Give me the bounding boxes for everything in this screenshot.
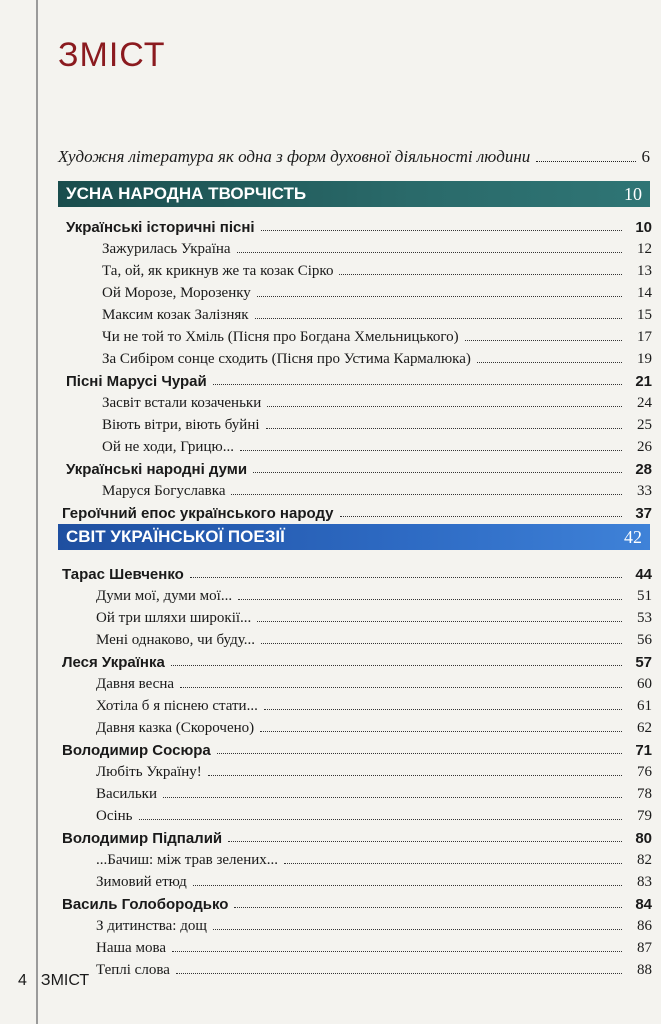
toc-page-number: 44 xyxy=(635,566,652,583)
dot-leader xyxy=(234,907,622,908)
toc-entry-title: Ой Морозе, Морозенку xyxy=(102,285,251,301)
toc-heading-entry[interactable] xyxy=(0,456,652,478)
dot-leader xyxy=(231,494,622,495)
toc-page-number: 80 xyxy=(635,830,652,847)
toc-entry-title: Василь Голобородько xyxy=(62,896,229,913)
toc-page-number: 15 xyxy=(637,307,652,323)
toc-page-number: 60 xyxy=(637,676,652,692)
toc-entry[interactable] xyxy=(0,781,652,803)
page-footer xyxy=(18,972,89,990)
toc-entry[interactable] xyxy=(0,478,652,500)
dot-leader xyxy=(213,929,622,930)
toc-entry-title: Наша мова xyxy=(96,940,166,956)
toc-entry-title: Героїчний епос українського народу xyxy=(62,505,334,522)
toc-entry[interactable] xyxy=(0,693,652,715)
toc-page-number: 88 xyxy=(637,962,652,978)
toc-entry-title: З дитинства: дощ xyxy=(96,918,207,934)
page-title: ЗМІСТ xyxy=(58,36,166,74)
section-title: СВІТ УКРАЇНСЬКОЇ ПОЕЗІЇ xyxy=(66,527,285,546)
toc-page-number: 12 xyxy=(637,241,652,257)
section-title: УСНА НАРОДНА ТВОРЧІСТЬ xyxy=(66,184,307,203)
toc-page-number: 26 xyxy=(637,439,652,455)
toc-entry[interactable] xyxy=(0,847,652,869)
dot-leader xyxy=(193,885,622,886)
toc-entry[interactable] xyxy=(0,236,652,258)
toc-entry[interactable] xyxy=(0,390,652,412)
toc-entry[interactable] xyxy=(0,671,652,693)
toc-entry-title: За Сибіром сонце сходить (Пісня про Устима Кармалюка) xyxy=(102,351,471,367)
dot-leader xyxy=(260,731,622,732)
toc-entry-title: Осінь xyxy=(96,808,133,824)
toc-entry[interactable] xyxy=(0,869,652,891)
toc-page-number: 19 xyxy=(637,351,652,367)
dot-leader xyxy=(340,516,622,517)
toc-entry-title: Васильки xyxy=(96,786,157,802)
toc-page-number: 6 xyxy=(641,147,650,166)
toc-entry[interactable] xyxy=(0,434,652,456)
toc-entry-title: Зимовий етюд xyxy=(96,874,187,890)
toc-page-number: 28 xyxy=(635,461,652,478)
toc-entry[interactable] xyxy=(0,759,652,781)
dot-leader xyxy=(267,406,622,407)
toc-page-number: 78 xyxy=(637,786,652,802)
dot-leader xyxy=(261,643,622,644)
toc-page-number: 14 xyxy=(637,285,652,301)
toc-entry[interactable] xyxy=(0,258,652,280)
toc-entry-title: Любіть Україну! xyxy=(96,764,202,780)
toc-entry[interactable] xyxy=(0,935,652,957)
toc-page-number: 87 xyxy=(637,940,652,956)
dot-leader xyxy=(255,318,622,319)
dot-leader xyxy=(253,472,622,473)
section-page: 42 xyxy=(624,526,642,547)
toc-intro-entry[interactable] xyxy=(58,147,650,167)
toc-entry-title: Ой не ходи, Грицю... xyxy=(102,439,234,455)
toc-entry-title: Давня весна xyxy=(96,676,175,692)
dot-leader xyxy=(477,362,622,363)
toc-page-number: 56 xyxy=(637,632,652,648)
section-banner-folk[interactable] xyxy=(58,181,650,207)
toc-entry-title: Ой три шляхи широкії... xyxy=(96,610,252,626)
toc-entry-title: Та, ой, як крикнув же та козак Сірко xyxy=(102,263,334,279)
toc-entry-title: Віють вітри, віють буйні xyxy=(102,417,260,433)
toc-entry-title: ...Бачиш: між трав зелених... xyxy=(96,852,278,868)
toc-page-number: 83 xyxy=(637,874,652,890)
dot-leader xyxy=(208,775,622,776)
toc-page-number: 76 xyxy=(637,764,652,780)
toc-page-number: 79 xyxy=(637,808,652,824)
toc-heading-entry[interactable] xyxy=(0,214,652,236)
dot-leader xyxy=(163,797,622,798)
toc-page-number: 62 xyxy=(637,720,652,736)
dot-leader xyxy=(172,951,622,952)
toc-entry[interactable] xyxy=(0,957,652,979)
dot-leader xyxy=(266,428,622,429)
toc-page-number: 84 xyxy=(635,896,652,913)
toc-heading-entry[interactable] xyxy=(0,368,652,390)
toc-entry[interactable] xyxy=(0,583,652,605)
toc-entry-title: Маруся Богуславка xyxy=(102,483,226,499)
toc-entry-title: Українські історичні пісні xyxy=(66,219,255,236)
toc-heading-entry[interactable] xyxy=(0,561,652,583)
toc-entry-title: Давня казка (Скорочено) xyxy=(96,720,255,736)
toc-entry[interactable] xyxy=(0,803,652,825)
toc-entry[interactable] xyxy=(0,302,652,324)
toc-page-number: 51 xyxy=(637,588,652,604)
toc-entry-title: Українські народні думи xyxy=(66,461,248,478)
toc-entry-title: Тарас Шевченко xyxy=(62,566,184,583)
toc-entry-title: Теплі слова xyxy=(96,962,170,978)
dot-leader xyxy=(339,274,622,275)
dot-leader xyxy=(240,450,622,451)
footer-label: ЗМІСТ xyxy=(40,972,90,989)
toc-page-number: 33 xyxy=(637,483,652,499)
toc-page-number: 86 xyxy=(637,918,652,934)
toc-page-number: 82 xyxy=(637,852,652,868)
toc-entry-title: Думи мої, думи мої... xyxy=(96,588,233,604)
toc-entry-title: Володимир Сосюра xyxy=(62,742,211,759)
toc-page-number: 53 xyxy=(637,610,652,626)
toc-entry-title: Мені однаково, чи буду... xyxy=(96,632,255,648)
dot-leader xyxy=(284,863,622,864)
toc-entry-title: Леся Українка xyxy=(62,654,165,671)
toc-heading-entry[interactable] xyxy=(0,649,652,671)
toc-entry[interactable] xyxy=(0,913,652,935)
dot-leader xyxy=(228,841,622,842)
toc-intro-text: Художня література як одна з форм духовної діяльності людини xyxy=(58,147,531,166)
dot-leader xyxy=(238,599,622,600)
dot-leader xyxy=(465,340,622,341)
dot-leader xyxy=(261,230,622,231)
dot-leader xyxy=(190,577,622,578)
toc-entry-title: Пісні Марусі Чурай xyxy=(66,373,207,390)
toc-entry[interactable] xyxy=(0,346,652,368)
toc-page-number: 21 xyxy=(635,373,652,390)
toc-entry-title: Засвіт встали козаченьки xyxy=(102,395,262,411)
dot-leader xyxy=(213,384,622,385)
dot-leader xyxy=(217,753,622,754)
section-page: 10 xyxy=(624,183,642,204)
dot-leader xyxy=(257,621,622,622)
dot-leader xyxy=(176,973,622,974)
toc-entry-title: Володимир Підпалий xyxy=(62,830,223,847)
toc-page-number: 13 xyxy=(637,263,652,279)
toc-entry-title: Зажурилась Україна xyxy=(102,241,231,257)
dot-leader xyxy=(139,819,622,820)
footer-page-number: 4 xyxy=(18,972,27,989)
toc-page-number: 57 xyxy=(635,654,652,671)
toc-page-number: 17 xyxy=(637,329,652,345)
toc-entry-title: Максим козак Залізняк xyxy=(102,307,249,323)
toc-entry-title: Чи не той то Хміль (Пісня про Богдана Хмельницького) xyxy=(102,329,459,345)
toc-heading-entry[interactable] xyxy=(0,891,652,913)
toc-heading-entry[interactable] xyxy=(0,825,652,847)
toc-page-number: 24 xyxy=(637,395,652,411)
toc-page-number: 10 xyxy=(635,219,652,236)
toc-page-number: 71 xyxy=(635,742,652,759)
toc-page-number: 37 xyxy=(635,505,652,522)
toc-entry[interactable] xyxy=(0,412,652,434)
toc-entry[interactable] xyxy=(0,605,652,627)
dot-leader xyxy=(237,252,622,253)
toc-entry[interactable] xyxy=(0,715,652,737)
dot-leader xyxy=(264,709,622,710)
toc-entry[interactable] xyxy=(0,324,652,346)
toc-heading-entry[interactable] xyxy=(0,737,652,759)
toc-entry[interactable] xyxy=(0,280,652,302)
toc-entry-title: Хотіла б я піснею стати... xyxy=(96,698,258,714)
toc-entry[interactable] xyxy=(0,627,652,649)
section-banner-poetry[interactable] xyxy=(58,524,650,550)
dot-leader xyxy=(180,687,622,688)
dot-leader xyxy=(257,296,622,297)
dot-leader xyxy=(536,161,635,162)
toc-page-number: 25 xyxy=(637,417,652,433)
toc-heading-entry[interactable] xyxy=(0,500,652,522)
dot-leader xyxy=(171,665,622,666)
toc-page-number: 61 xyxy=(637,698,652,714)
